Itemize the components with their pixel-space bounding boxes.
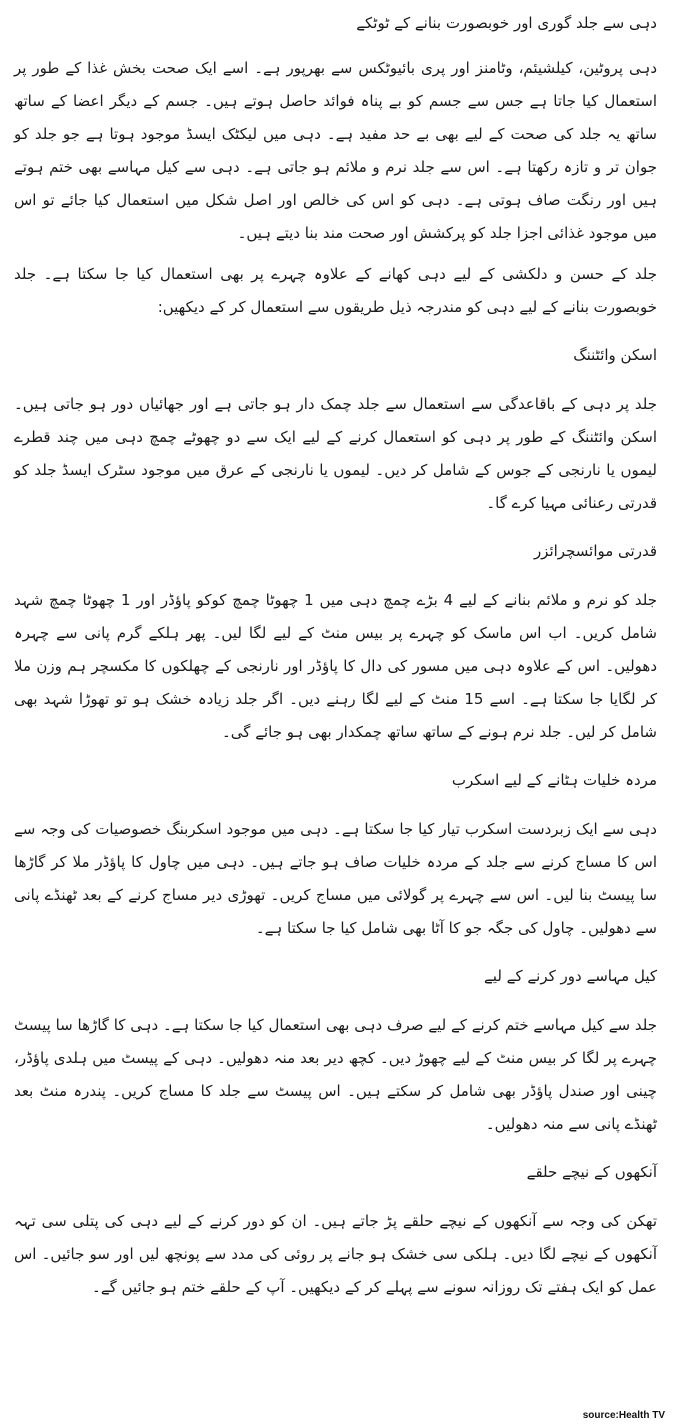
- source-credit: source:Health TV: [582, 1410, 665, 1421]
- section-heading-scrub: مردہ خلیات ہٹانے کے لیے اسکرب: [451, 771, 657, 789]
- section-heading-skin-whitening: اسکن وائٹننگ: [573, 346, 657, 364]
- section-body-moisturizer: جلد کو نرم و ملائم بنانے کے لیے 4 بڑے چمچ دہی میں 1 چھوٹا چمچ کوکو پاؤڈر اور 1 چھوٹا چمچ شہد شامل کریں۔ اب اس ماسک کو چہرے پر بیس منٹ کے لیے لگا لیں۔ پھر ہلکے گرم پانی سے چہرہ دھولیں۔ اس کے علاوہ دہی میں مسور کی دال کا پاؤڈر اور نارنجی کے چھلکوں کا مکسچر ہم وزن ملا کر لگایا جا سکتا ہے۔ اسے 15 منٹ کے لیے لگا رہنے دیں۔ اگر جلد زیادہ خشک ہو تو تھوڑا شہد بھی شامل کر لیں۔ جلد نرم ہونے کے ساتھ ساتھ چمکدار بھی ہو جائے گی۔: [14, 591, 657, 741]
- section-heading-moisturizer: قدرتی موائسچرائزر: [533, 542, 657, 560]
- section-body-scrub: دہی سے ایک زبردست اسکرب تیار کیا جا سکتا ہے۔ دہی میں موجود اسکربنگ خصوصیات کی وجہ سے اس کا مساج کرنے سے جلد کے مردہ خلیات صاف ہو جاتے ہیں۔ دہی میں چاول کا پاؤڈر ملا کر گاڑھا سا پیسٹ بنا لیں۔ اس سے چہرے پر گولائی میں مساج کریں۔ تھوڑی دیر مساج کرنے کے بعد ٹھنڈے پانی سے دھولیں۔ چاول کی جگہ جو کا آٹا بھی شامل کیا جا سکتا ہے۔: [14, 820, 657, 937]
- section-heading-dark-circles: آنکھوں کے نیچے حلقے: [526, 1163, 657, 1181]
- section-heading-acne: کیل مہاسے دور کرنے کے لیے: [484, 967, 657, 985]
- section-body-skin-whitening: جلد پر دہی کے باقاعدگی سے استعمال سے جلد چمک دار ہو جاتی ہے اور جھائیاں دور ہو جاتی ہیں۔ اسکن وائٹننگ کے طور پر دہی کو استعمال کرنے کے لیے ایک سے دو چھوٹے چمچ دہی میں چند قطرے لیموں یا نارنجی کے جوس کے شامل کر دیں۔ لیموں یا نارنجی کے عرق میں موجود سٹرک ایسڈ جلد کو قدرتی رعنائی مہیا کرے گا۔: [14, 395, 657, 512]
- section-body-dark-circles: تھکن کی وجہ سے آنکھوں کے نیچے حلقے پڑ جاتے ہیں۔ ان کو دور کرنے کے لیے دہی کی پتلی سی تہہ آنکھوں کے نیچے لگا دیں۔ ہلکی سی خشک ہو جانے پر روئی کی مدد سے پونچھ لیں اور سو جائیں۔ اس عمل کو ایک ہفتے تک روزانہ سونے سے پہلے کر کے دیکھیں۔ آپ کے حلقے ختم ہو جائیں گے۔: [14, 1212, 657, 1296]
- intro-paragraph-1: دہی پروٹین، کیلشیئم، وٹامنز اور پری بائیوٹکس سے بھرپور ہے۔ اسے ایک صحت بخش غذا کے طور پر استعمال کیا جاتا ہے جس سے جسم کو بے پناہ فوائد حاصل ہوتے ہیں۔ جسم کے دیگر اعضا کے ساتھ ساتھ یہ جلد کی صحت کے لیے بھی بے حد مفید ہے۔ دہی میں لیکٹک ایسڈ موجود ہوتا ہے جو جلد کو جوان تر و تازہ رکھتا ہے۔ اس سے جلد نرم و ملائم ہو جاتی ہے۔ دہی سے کیل مہاسے بھی ختم ہوتے ہیں اور رنگت صاف ہوتی ہے۔ دہی کو اس کی خالص اور اصل شکل میں استعمال کیا جائے تو اس میں موجود غذائی اجزا جلد کو پرکشش اور صحت مند بنا دیتے ہیں۔: [14, 59, 657, 242]
- article-title: دہی سے جلد گوری اور خوبصورت بنانے کے ٹوٹکے: [356, 14, 657, 32]
- intro-paragraph-2: جلد کے حسن و دلکشی کے لیے دہی کھانے کے علاوہ چہرے پر بھی استعمال کیا جا سکتا ہے۔ جلد خوبصورت بنانے کے لیے دہی کو مندرجہ ذیل طریقوں سے استعمال کر کے دیکھیں:: [14, 265, 657, 316]
- section-body-acne: جلد سے کیل مہاسے ختم کرنے کے لیے صرف دہی بھی استعمال کیا جا سکتا ہے۔ دہی کا گاڑھا سا پیسٹ چہرے پر لگا کر بیس منٹ کے لیے چھوڑ دیں۔ کچھ دیر بعد منہ دھولیں۔ دہی کے پیسٹ میں ہلدی پاؤڈر، چینی اور صندل پاؤڈر بھی شامل کر سکتے ہیں۔ اس پیسٹ سے جلد کا مساج کریں۔ پندرہ منٹ بعد ٹھنڈے پانی سے منہ دھولیں۔: [14, 1016, 657, 1133]
